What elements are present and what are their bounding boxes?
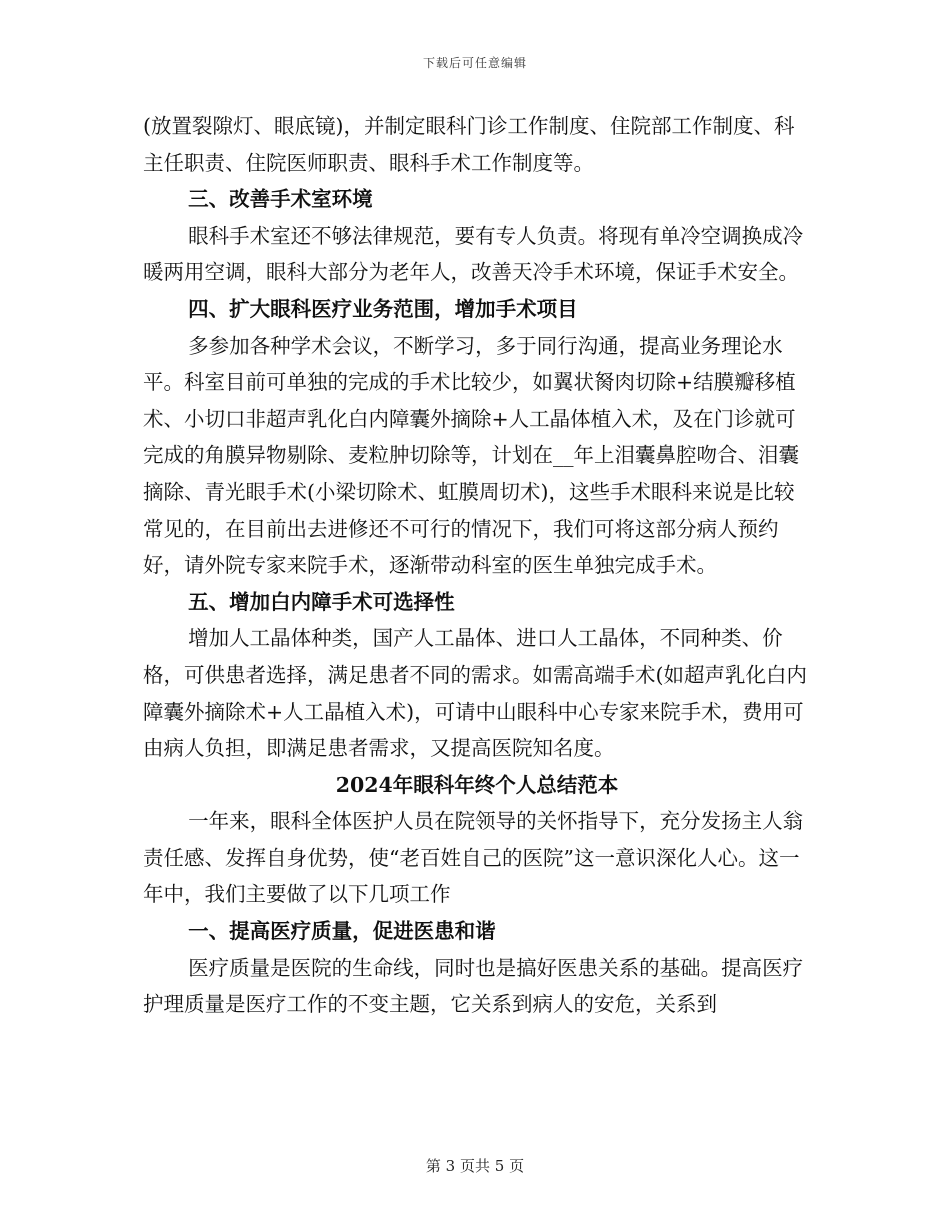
paragraph: 多参加各种学术会议，不断学习，多于同行沟通，提高业务理论水平。科室目前可单独的完成的手术比较少，如翼状胬肉切除+结膜瓣移植术、小切口非超声乳化白内障囊外摘除+人工晶体植入术，及在门诊就可完成的角膜异物剔除、麦粒肿切除等，计划在__年上泪囊鼻腔吻合、泪囊摘除、青光眼手术(小梁切除术、虹膜周切术)，这些手术眼科来说是比较常见的，在目前出去进修还不可行的情况下，我们可将这部分病人预约好，请外院专家来院手术，逐渐带动科室的医生单独完成手术。 (143, 333, 799, 578)
page-header: 下载后可任意编辑 (422, 56, 527, 70)
paragraph: 眼科手术室还不够法律规范，要有专人负责。将现有单冷空调换成冷暖两用空调，眼科大部分为老年人，改善天冷手术环境，保证手术安全。 (143, 223, 804, 285)
paragraph: 一年来，眼科全体医护人员在院领导的关怀指导下，充分发扬主人翁责任感、发挥自身优势，使“老百姓自己的医院”这一意识深化人心。这一年中，我们主要做了以下几项工作 (143, 809, 804, 907)
section-heading-5: 五、增加白内障手术可选择性 (188, 589, 455, 614)
section-heading-4: 四、扩大眼科医疗业务范围，增加手术项目 (188, 296, 578, 321)
section-heading-1: 一、提高医疗质量，促进医患和谐 (188, 919, 496, 944)
document-title: 2024年眼科年终个人总结范本 (335, 772, 619, 797)
paragraph: 医疗质量是医院的生命线，同时也是搞好医患关系的基础。提高医疗护理质量是医疗工作的不变主题，它关系到病人的安危，关系到 (143, 955, 804, 1017)
document-body (143, 108, 811, 1023)
section-heading-3: 三、改善手术室环境 (188, 187, 373, 212)
paragraph: 增加人工晶体种类，国产人工晶体、进口人工晶体，不同种类、价格，可供患者选择，满足患者不同的需求。如需高端手术(如超声乳化白内障囊外摘除术+人工晶植入术)，可请中山眼科中心专家来院手术，费用可由病人负担，即满足患者需求，又提高医院知名度。 (143, 626, 807, 761)
page-number-footer: 第 3 页共 5 页 (425, 1157, 525, 1175)
paragraph-continuation: (放置裂隙灯、眼底镜)，并制定眼科门诊工作制度、住院部工作制度、科主任职责、住院医师职责、眼科手术工作制度等。 (143, 114, 795, 175)
